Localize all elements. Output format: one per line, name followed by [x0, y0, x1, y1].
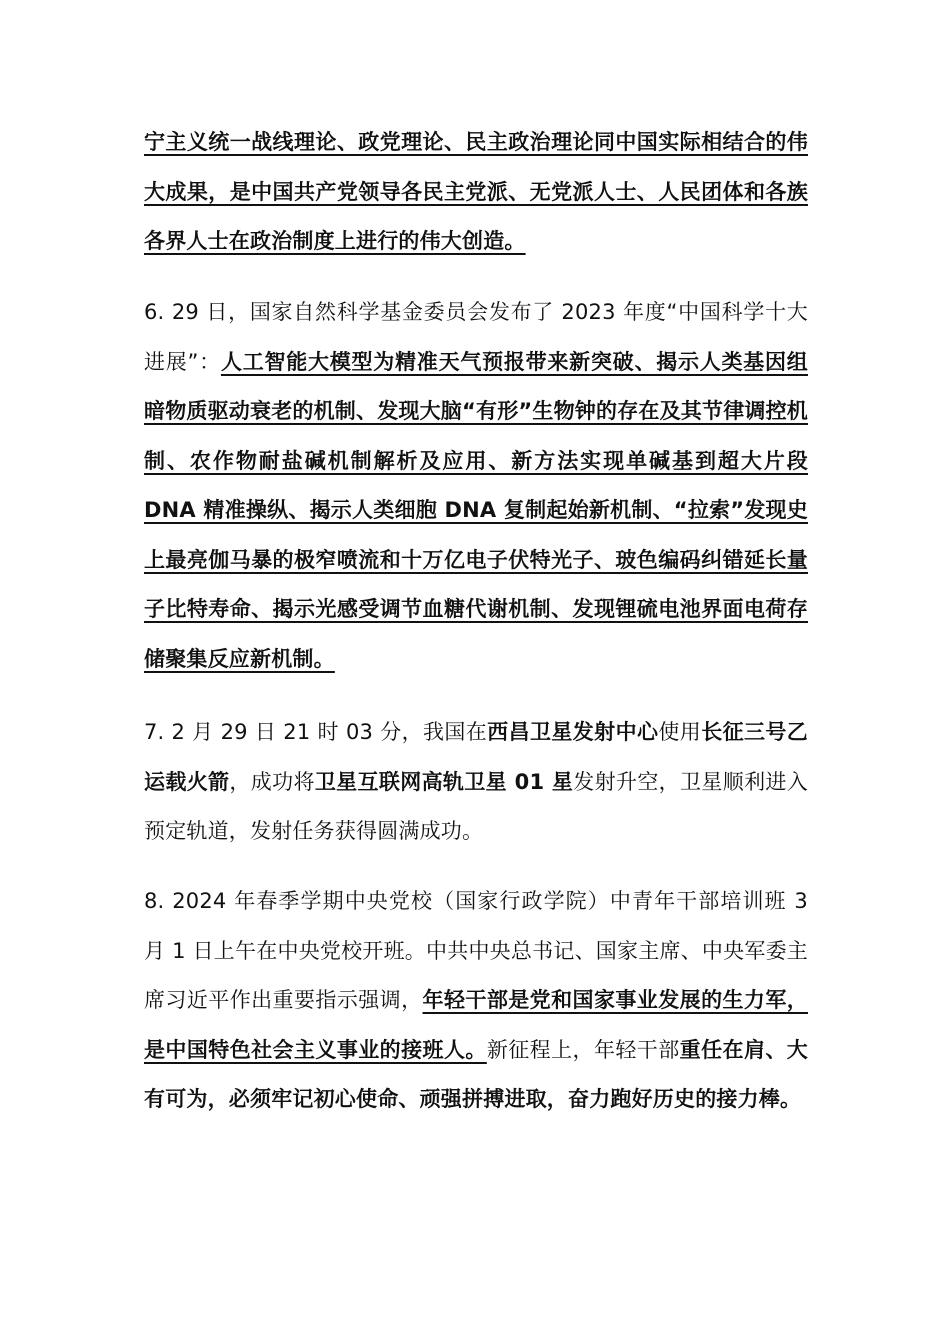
paragraph-item-6-science-advances: [144, 288, 808, 684]
item-8-text-new-journey: 新征程上，年轻干部: [486, 1037, 680, 1062]
paragraph-item-7-satellite-launch: [144, 708, 808, 857]
item-6-intro: 6. 29 日，国家自然科学基金委员会发布了 2023 年度“中国科学十大进展”：: [144, 300, 808, 374]
item-8-intro: 8. 2024 年春季学期中央党校（国家行政学院）中青年干部培训班 3 月 1 日上午在中央党校开班。中共中央总书记、国家主席、中央军委主席习近平作出重要指示强调，: [144, 889, 808, 1012]
paragraph-item-8-cadre-training: [144, 877, 808, 1125]
item-7-satellite: 卫星互联网高轨卫星 01 星: [314, 769, 574, 794]
item-6-advances-list: 人工智能大模型为精准天气预报带来新突破、揭示人类基因组暗物质驱动衰老的机制、发现大脑“有形”生物钟的存在及其节律调控机制、农作物耐盐碱机制解析及应用、新方法实现单碱基到超大片段 DNA 精准操纵、揭示人类细胞 DNA 复制起始新机制、“拉索”发现史上最亮伽马暴的极窄喷流和十万亿电子伏特光子、玻色编码纠错延长量子比特寿命、揭示光感受调节血糖代谢机制、发现锂硫电池界面电荷存储聚集反应新机制。: [144, 349, 809, 671]
item-7-rocket: 长征三号乙运载火箭: [144, 720, 809, 794]
underlined-bold-text: 宁主义统一战线理论、政党理论、民主政治理论同中国实际相结合的伟大成果，是中国共产党领导各民主党派、无党派人士、人民团体和各族各界人士在政治制度上进行的伟大创造。: [144, 130, 808, 253]
paragraph-united-front-continuation: [144, 118, 808, 267]
item-7-outcome: 发射升空，卫星顺利进入预定轨道，发射任务获得圆满成功。: [144, 769, 808, 843]
item-7-time: 7. 2 月 29 日 21 时 03 分，我国在: [144, 720, 488, 744]
item-8-closing-bold: 重任在肩、大有可为，必须牢记初心使命、顽强拼搏进取，奋力跑好历史的接力棒。: [144, 1037, 809, 1111]
item-7-text-using: 使用: [658, 720, 702, 744]
item-8-key-statement: 年轻干部是党和国家事业发展的生力军，是中国特色社会主义事业的接班人。: [144, 988, 808, 1062]
item-7-launch-center: 西昌卫星发射中心: [487, 720, 659, 744]
item-7-text-success: ，成功将: [229, 769, 315, 794]
